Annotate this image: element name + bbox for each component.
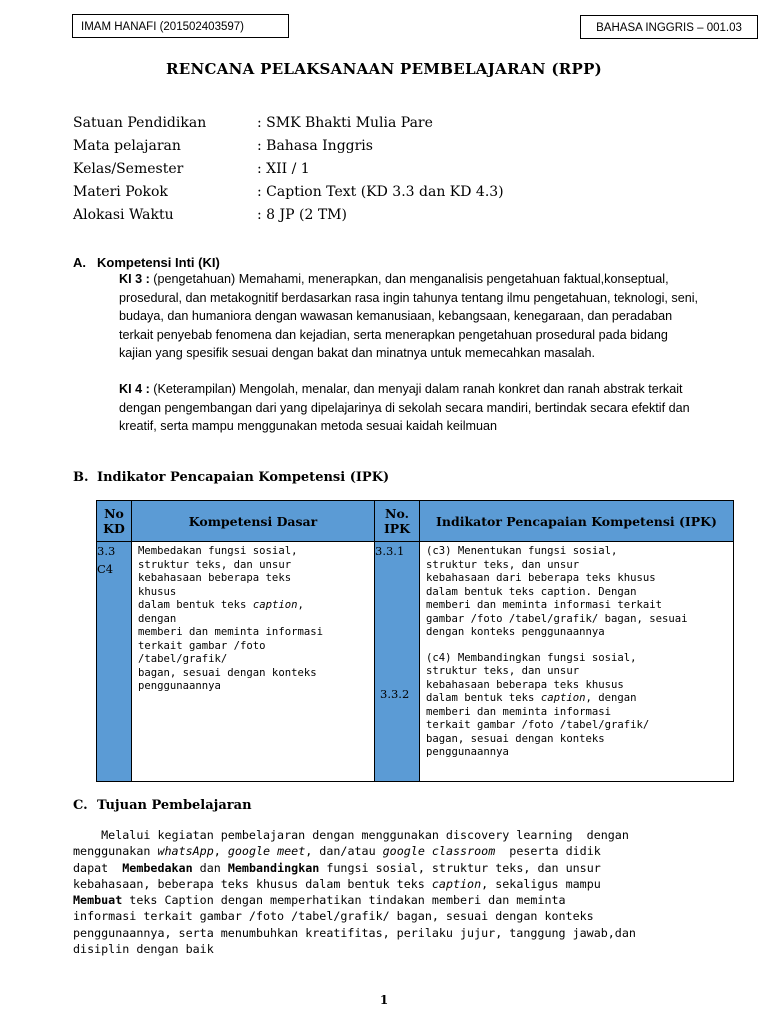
identity-value: : SMK Bhakti Mulia Pare <box>257 115 433 131</box>
course-code-box: BAHASA INGGRIS – 001.03 <box>580 15 758 39</box>
ipk-text-cell: (c3) Menentukan fungsi sosial, struktur teks, dan unsur kebahasaan dari beberapa teks khusus dalam bentuk teks caption. Dengan memberi dan meminta informasi terkait gambar /foto /tabel/grafik/ bagan, sesuai dengan konteks penggunaannya (c4) Membandingkan fungsi sosial, struktur teks, dan unsur kebahasaan beberapa teks khusus dalam bentuk teks caption, dengan memberi dan meminta informasi terkait gambar /foto /tabel/grafik/ bagan, sesuai dengan konteks penggunaannya <box>420 542 734 782</box>
header-no-ipk: No. IPK <box>375 501 420 542</box>
ki3-paragraph <box>119 270 699 363</box>
header-no-kd: No KD <box>97 501 132 542</box>
page-title: RENCANA PELAKSANAAN PEMBELAJARAN (RPP) <box>165 60 603 78</box>
section-title: Tujuan Pembelajaran <box>97 798 252 813</box>
identity-label: Alokasi Waktu <box>73 207 174 223</box>
ipk-number-cell: 3.3.1 3.3.2 <box>375 542 420 782</box>
table-row <box>97 542 734 782</box>
table-header-row <box>97 501 734 542</box>
header-kompetensi-dasar: Kompetensi Dasar <box>132 501 375 542</box>
identity-value: : XII / 1 <box>257 161 310 177</box>
section-c-heading <box>73 798 252 813</box>
identity-label: Mata pelajaran <box>73 138 181 154</box>
identity-label: Kelas/Semester <box>73 161 184 177</box>
identity-value: : 8 JP (2 TM) <box>257 207 347 223</box>
section-letter: C. <box>73 798 88 813</box>
header-ipk: Indikator Pencapaian Kompetensi (IPK) <box>420 501 734 542</box>
section-letter: A. <box>73 255 86 270</box>
ki3-label: KI 3 : <box>119 272 150 286</box>
identity-label: Materi Pokok <box>73 184 168 200</box>
section-letter: B. <box>73 470 89 485</box>
kd-number-cell: 3.3 C4 <box>97 542 132 782</box>
ki4-text: (Keterampilan) Mengolah, menalar, dan menyaji dalam ranah konkret dan ranah abstrak terkait dengan pengembangan dari yang dipelajarinya di sekolah secara mandiri, bertindak secara efektif dan kreatif, serta mampu menggunakan metoda sesuai kaidah keilmuan <box>119 382 690 433</box>
kd-text-cell: Membedakan fungsi sosial, struktur teks, dan unsur kebahasaan beberapa teks khusus dalam bentuk teks caption, dengan memberi dan meminta informasi terkait gambar /foto /tabel/grafik/ bagan, sesuai dengan konteks penggunaannya <box>132 542 375 782</box>
author-box: IMAM HANAFI (201502403597) <box>72 14 289 38</box>
ki4-paragraph <box>119 380 699 436</box>
identity-value: : Caption Text (KD 3.3 dan KD 4.3) <box>257 184 504 200</box>
page-number: 1 <box>379 993 389 1007</box>
identity-label: Satuan Pendidikan <box>73 115 207 131</box>
section-b-heading <box>73 470 389 485</box>
identity-value: : Bahasa Inggris <box>257 138 373 154</box>
ipk-table <box>96 500 734 782</box>
section-a-heading <box>73 255 220 270</box>
tujuan-paragraph: Melalui kegiatan pembelajaran dengan menggunakan discovery learning dengan menggunakan whatsApp, google meet, dan/atau google classroom peserta didik dapat Membedakan dan Membandingkan fungsi sosial, struktur teks, dan unsur kebahasaan, beberapa teks khusus dalam bentuk teks caption, sekaligus mampu Membuat teks Caption dengan memperhatikan tindakan memberi dan meminta informasi terkait gambar /foto /tabel/grafik/ bagan, sesuai dengan konteks penggunaannya, serta menumbuhkan kreatifitas, perilaku jujur, tanggung jawab,dan disiplin dengan baik <box>73 828 636 957</box>
ki3-text: (pengetahuan) Memahami, menerapkan, dan menganalisis pengetahuan faktual,konseptual, prosedural, dan metakognitif berdasarkan rasa ingin tahunya tentang ilmu pengetahuan, teknologi, seni, budaya, dan humaniora dengan wawasan kemanusiaan, kebangsaan, kenegaraan, dan peradaban terkait penyebab fenomena dan kejadian, serta menerapkan pengetahuan prosedural pada bidang kajian yang spesifik sesuai dengan bakat dan minatnya untuk memecahkan masalah. <box>119 272 698 360</box>
section-title: Indikator Pencapaian Kompetensi (IPK) <box>97 470 390 485</box>
section-title: Kompetensi Inti (KI) <box>97 255 220 270</box>
ki4-label: KI 4 : <box>119 382 150 396</box>
